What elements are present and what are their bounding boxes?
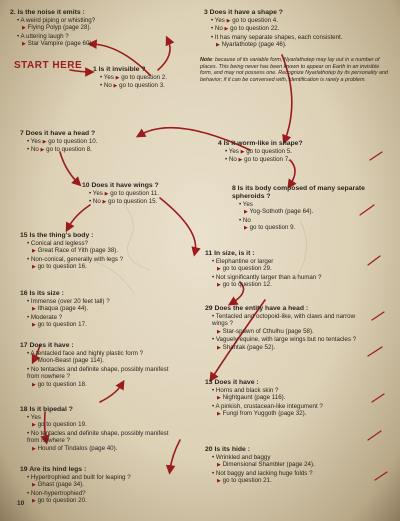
answer: • Immense (over 20 feet tall) ? (27, 298, 110, 305)
answer: • No tentacles and definite shape, possibly manifest from nowhere ? (27, 429, 169, 445)
q-title: Does it have : (214, 379, 259, 386)
q-number: 16 (20, 290, 28, 297)
question-7 (20, 130, 140, 155)
result: go to question 18. (37, 380, 87, 388)
q-number: 3 (204, 9, 208, 16)
q-number: 13 (205, 379, 213, 386)
triangle-icon: ▶ (104, 191, 109, 197)
triangle-icon: ▶ (32, 264, 36, 271)
triangle-icon: ▶ (240, 149, 245, 155)
result: Yog-Sothoth (page 64). (249, 208, 314, 216)
result: go to question 21. (222, 477, 272, 485)
result: go to question 15. (108, 198, 158, 206)
result: Nightgaunt (page 116). (222, 394, 286, 402)
edge-tick-3 (368, 256, 380, 265)
q-title: Does it have : (29, 342, 74, 349)
answer: • Yes (211, 17, 225, 24)
triangle-icon: ▶ (226, 18, 231, 24)
arrow-20 (170, 440, 180, 470)
question-4 (218, 140, 358, 165)
result: Star Vampire (page 60). (27, 40, 94, 48)
triangle-icon: ▶ (216, 42, 220, 49)
answer: • Hypertrophied and built for leaping ? (27, 474, 131, 481)
triangle-icon: ▶ (244, 225, 248, 232)
answer: • Non-hypertrophied? (27, 489, 86, 497)
triangle-icon: ▶ (42, 139, 47, 145)
q-number: 2. (10, 9, 16, 16)
question-3 (204, 9, 389, 50)
q-number: 20 (205, 446, 213, 453)
question-13 (205, 379, 360, 419)
q-title: In size, is it : (214, 250, 255, 257)
answer: • No (27, 146, 39, 154)
question-29 (205, 305, 365, 352)
q-title: Is it invisible ? (98, 66, 146, 73)
answer: • Wrinkled and baggy (212, 454, 271, 461)
answer: • Vaguely equine, with large wings but no tentacles ? (212, 336, 357, 344)
triangle-icon: ▶ (32, 498, 36, 505)
result: go to question 29. (222, 265, 272, 273)
result: go to question 10. (48, 138, 98, 145)
result: go to question 19. (37, 421, 87, 429)
result: Moon-Beast (page 114). (37, 357, 104, 365)
result: Hound of Tindalos (page 40). (37, 444, 118, 452)
answer: • No (211, 25, 223, 33)
note-label: Note (200, 57, 212, 63)
edge-tick-8 (375, 472, 387, 480)
q-title: Does the entity have a head : (214, 305, 309, 312)
edge-tick-7 (368, 431, 381, 440)
answer: • Yes (100, 74, 114, 81)
q-number: 18 (20, 406, 28, 413)
answer: • Elephantine or larger (212, 258, 274, 265)
result: Star-spawn of Cthulhu (page 58). (222, 327, 314, 335)
result: go to question 22. (230, 25, 280, 33)
edge-tick-6 (372, 394, 384, 402)
triangle-icon: ▶ (22, 25, 26, 32)
result: Nyarlathotep (page 46). (221, 41, 287, 49)
q-title: Is its hide : (214, 446, 250, 453)
answer: • Yes (89, 190, 103, 197)
triangle-icon: ▶ (32, 445, 36, 452)
result: go to question 12. (222, 281, 272, 289)
question-10 (82, 182, 202, 207)
answer: • It has many separate shapes, each consistent. (211, 33, 343, 41)
answer: • Tentacled and octopoid-like, with claws and narrow wings ? (212, 313, 356, 328)
q-title: Does it have a head ? (25, 130, 96, 137)
question-18 (20, 406, 170, 453)
answer: • A weird piping or whistling? (17, 17, 96, 24)
question-15 (20, 232, 160, 272)
question-8 (232, 185, 372, 233)
triangle-icon: ▶ (40, 147, 45, 154)
answer: • A pinkish, crustacean-like integument ? (212, 402, 323, 410)
q-title: Is its body composed of many separate spheroids ? (232, 185, 365, 200)
q-title: Is the noise it emits : (17, 9, 85, 16)
answer: • No (89, 198, 101, 206)
triangle-icon: ▶ (224, 26, 229, 33)
triangle-icon: ▶ (32, 248, 36, 255)
triangle-icon: ▶ (32, 358, 36, 365)
question-19 (20, 466, 170, 506)
result: Dimensional Shambler (page 24). (222, 461, 315, 469)
triangle-icon: ▶ (217, 266, 221, 273)
result: go to question 3. (119, 82, 165, 90)
result: Ghast (page 34). (37, 481, 85, 489)
q-title: Is it bipedal ? (29, 406, 73, 413)
edge-tick-1 (370, 152, 382, 160)
result: go to question 11. (110, 190, 159, 197)
triangle-icon: ▶ (244, 209, 248, 216)
answer: • Conical and legless? (27, 240, 88, 247)
result: go to question 8. (46, 146, 92, 154)
q-number: 29 (205, 305, 213, 312)
answer: • Yes (225, 148, 239, 155)
q-number: 7 (20, 130, 24, 137)
answer: • No (100, 82, 112, 90)
result: go to question 2. (121, 74, 167, 81)
triangle-icon: ▶ (32, 306, 36, 313)
triangle-icon: ▶ (115, 75, 120, 81)
q-title: Is its size : (29, 290, 64, 297)
triangle-icon: ▶ (217, 395, 221, 402)
result: go to question 7. (244, 156, 290, 164)
triangle-icon: ▶ (32, 422, 36, 429)
triangle-icon: ▶ (102, 199, 107, 206)
result: Fungi from Yuggoth (page 32). (222, 410, 307, 418)
result: go to question 20. (37, 497, 87, 505)
q-number: 11 (205, 250, 213, 257)
answer: • No (239, 216, 251, 224)
question-1 (93, 66, 203, 91)
triangle-icon: ▶ (217, 478, 221, 485)
q-number: 19 (20, 466, 28, 473)
q-title: Is the thing's body : (29, 232, 94, 239)
answer: • Non-conical, generally with legs ? (27, 255, 124, 263)
answer: • Horns and black skin ? (212, 387, 279, 394)
q-number: 15 (20, 232, 28, 239)
page-number: 10 (17, 500, 25, 507)
answer: • Not baggy and lacking huge folds ? (212, 469, 313, 477)
q-title: Does it have wings ? (91, 182, 159, 189)
q-title: Does it have a shape ? (209, 9, 283, 16)
result: Ithaqua (page 44). (37, 305, 89, 313)
result: go to question 16. (37, 263, 87, 271)
triangle-icon: ▶ (32, 381, 36, 388)
note-text: : because of its variable form, Nyarlathotep may lay out in a number of places. This being never has been known to appear on Earth in an invisible form, and may not possess one. Recognize Nyarlathotep by its personality and behavior; if it can be conversed with, identification is rarely a problem. (200, 57, 388, 83)
arrow-7-to-10 (60, 152, 78, 183)
result: go to question 17. (37, 321, 87, 329)
question-20 (205, 446, 355, 486)
start-here-label: START HERE (14, 60, 83, 71)
question-2 (10, 9, 150, 49)
result: Shantak (page 52). (222, 343, 276, 351)
answer: • Yes (239, 201, 253, 208)
triangle-icon: ▶ (217, 462, 221, 469)
triangle-icon: ▶ (113, 83, 118, 90)
answer: • A tentacled face and highly plastic form ? (27, 350, 144, 357)
answer: • Yes (27, 138, 41, 145)
q-number: 17 (20, 342, 28, 349)
answer: • Not significantly larger than a human ? (212, 273, 322, 281)
answer: • No (225, 156, 237, 164)
result: go to question 9. (249, 224, 296, 232)
triangle-icon: ▶ (217, 344, 221, 351)
edge-tick-4 (372, 312, 384, 320)
question-11 (205, 250, 355, 290)
triangle-icon: ▶ (217, 411, 221, 418)
triangle-icon: ▶ (32, 482, 36, 489)
triangle-icon: ▶ (217, 328, 221, 335)
answer: • Yes (27, 414, 41, 421)
q-title: Are its hind legs : (29, 466, 87, 473)
question-17 (20, 342, 170, 389)
nyarlathotep-note (200, 57, 390, 83)
result: go to question 5. (246, 148, 292, 155)
q-number: 1 (93, 66, 97, 73)
result: go to question 4. (232, 17, 278, 24)
q-number: 4 (218, 140, 222, 147)
answer: • No tentacles and definite shape, possibly manifest from nowhere ? (27, 365, 169, 381)
triangle-icon: ▶ (32, 322, 36, 329)
q-number: 8 (232, 185, 236, 192)
edge-tick-5 (368, 347, 382, 356)
triangle-icon: ▶ (238, 157, 243, 164)
triangle-icon: ▶ (217, 282, 221, 289)
result: Flying Polyp (page 28). (27, 24, 92, 32)
answer: • A uttering laugh ? (17, 32, 69, 40)
answer: • Moderate ? (27, 313, 63, 321)
q-number: 10 (82, 182, 90, 189)
q-title: Is it worm-like in shape? (223, 140, 303, 147)
question-16 (20, 290, 150, 330)
triangle-icon: ▶ (22, 41, 26, 48)
result: Great Race of Yith (page 38). (37, 247, 119, 255)
arrow-10-to-15 (68, 205, 90, 228)
